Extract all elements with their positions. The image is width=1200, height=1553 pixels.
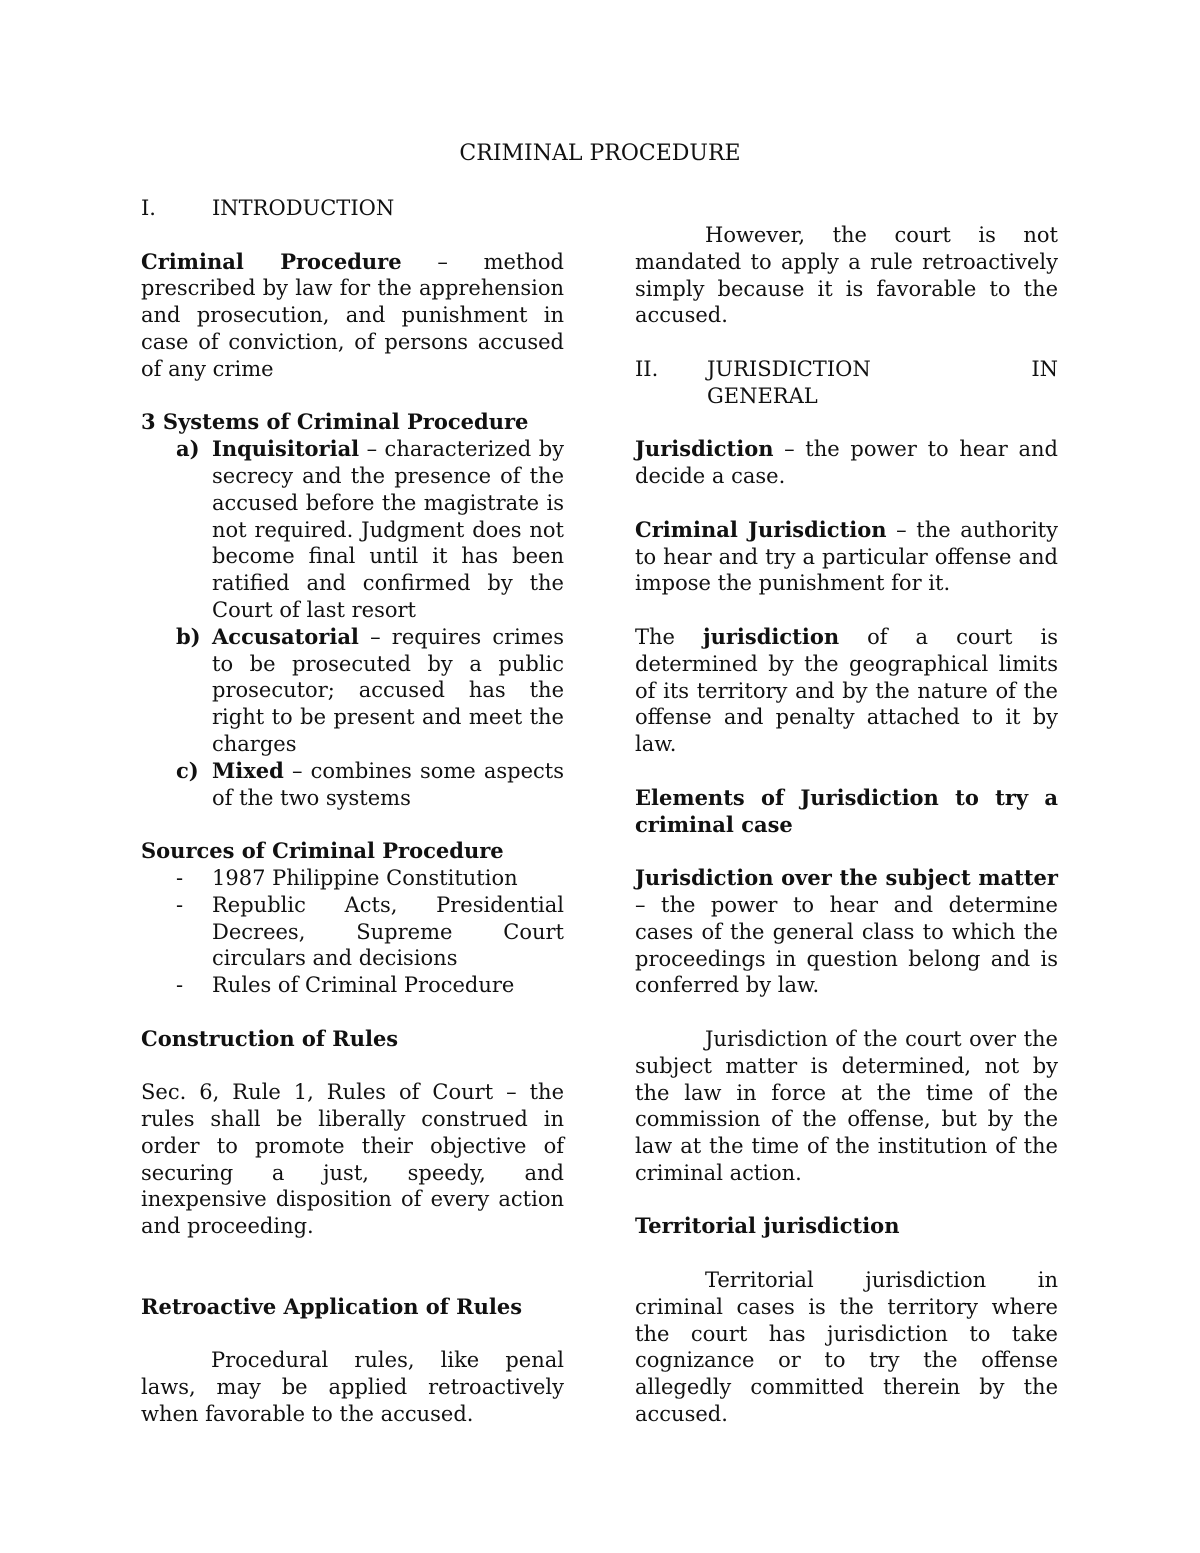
section-heading-introduction	[141, 195, 564, 222]
section-title: INTRODUCTION	[212, 196, 395, 220]
list-item	[141, 972, 564, 999]
list-item	[141, 865, 564, 892]
emphasis-term: jurisdiction	[702, 623, 840, 649]
system-text: – characterized by secrecy and the presence of the accused before the magistrate is not required. Judgment does not become final until it has been ratified and confirmed by the Court of last resort	[212, 437, 564, 622]
system-term: Accusatorial	[212, 623, 359, 649]
list-item	[141, 758, 564, 812]
list-label: c)	[176, 757, 199, 783]
section-title-part: JURISDICTION	[707, 356, 871, 381]
sources-list	[141, 865, 564, 999]
criminal-procedure-definition	[141, 249, 564, 383]
source-text: 1987 Philippine Constitution	[212, 865, 518, 890]
system-term: Inquisitorial	[212, 436, 360, 462]
source-text: Rules of Criminal Procedure	[212, 973, 515, 998]
systems-heading: 3 Systems of Criminal Procedure	[141, 409, 529, 435]
criminal-jurisdiction-definition	[635, 517, 1058, 597]
section-title-part: IN	[1031, 356, 1058, 381]
system-term: Mixed	[212, 757, 284, 783]
retroactive-heading: Retroactive Application of Rules	[141, 1293, 523, 1319]
list-bullet: -	[176, 865, 184, 890]
source-text: Republic Acts, Presidential Decrees, Supreme Court circulars and decisions	[212, 892, 564, 971]
section-number: I.	[141, 196, 156, 220]
list-label: a)	[176, 436, 200, 462]
construction-heading: Construction of Rules	[141, 1025, 399, 1051]
list-label: b)	[176, 623, 201, 649]
elements-heading: Elements of Jurisdiction to try a criminal case	[635, 784, 1058, 837]
retroactive-text: Procedural rules, like penal laws, may be applied retroactively when favorable to the accused.	[141, 1348, 564, 1426]
territorial-heading: Territorial jurisdiction	[635, 1213, 900, 1239]
jurisdiction-definition	[635, 436, 1058, 490]
however-text: However, the court is not mandated to apply a rule retroactively simply because it is favorable to the accused.	[635, 223, 1058, 328]
document-title: CRIMINAL PROCEDURE	[459, 141, 741, 166]
definition-term: Criminal Procedure	[141, 248, 402, 274]
system-text: – requires crimes to be prosecuted by a public prosecutor; accused has the right to be present and meet the charges	[212, 624, 564, 756]
list-bullet: -	[176, 892, 184, 917]
territorial-text: Territorial jurisdiction in criminal cases is the territory where the court has jurisdiction to take cognizance or to try the offense allegedly committed therein by the accused.	[635, 1268, 1058, 1427]
right-column	[635, 222, 1058, 1428]
section-number: II.	[635, 356, 659, 381]
construction-text: Sec. 6, Rule 1, Rules of Court – the rules shall be liberally construed in order to promote their objective of securing a just, speedy, and inexpensive disposition of every action and proceeding.	[141, 1080, 564, 1239]
list-item	[141, 624, 564, 758]
jurisdiction-determination: The jurisdiction of a court is determined by the geographical limits of its territory and by the nature of the offense and penalty attached to it by law.	[635, 623, 1058, 757]
sources-heading: Sources of Criminal Procedure	[141, 838, 504, 864]
definition-term: Jurisdiction	[635, 436, 774, 462]
definition-text: – the power to hear and determine cases of the general class to which the proceedings in question belong and is conferred by law.	[635, 892, 1058, 998]
list-bullet: -	[176, 973, 184, 998]
definition-term: Criminal Jurisdiction	[635, 516, 887, 542]
subject-matter-detail: Jurisdiction of the court over the subject matter is determined, not by the law in force at the time of the commission of the offense, but by the law at the time of the institution of the criminal action.	[635, 1026, 1058, 1185]
section-heading-jurisdiction	[635, 356, 1058, 410]
system-text: – combines some aspects of the two systems	[212, 758, 564, 810]
list-item	[141, 892, 564, 972]
subject-matter-definition	[635, 865, 1058, 999]
definition-text: – the authority to hear and try a particular offense and impose the punishment for it.	[635, 517, 1058, 596]
definition-text: – the power to hear and decide a case.	[635, 437, 1058, 489]
definition-term: Jurisdiction over the subject matter	[635, 865, 1058, 891]
list-item	[141, 436, 564, 624]
systems-list	[141, 436, 564, 811]
section-title-part: GENERAL	[707, 383, 818, 408]
left-column	[141, 195, 564, 1428]
definition-text: – method prescribed by law for the apprehension and prosecution, and punishment in case of conviction, of persons accused of any crime	[141, 249, 564, 381]
